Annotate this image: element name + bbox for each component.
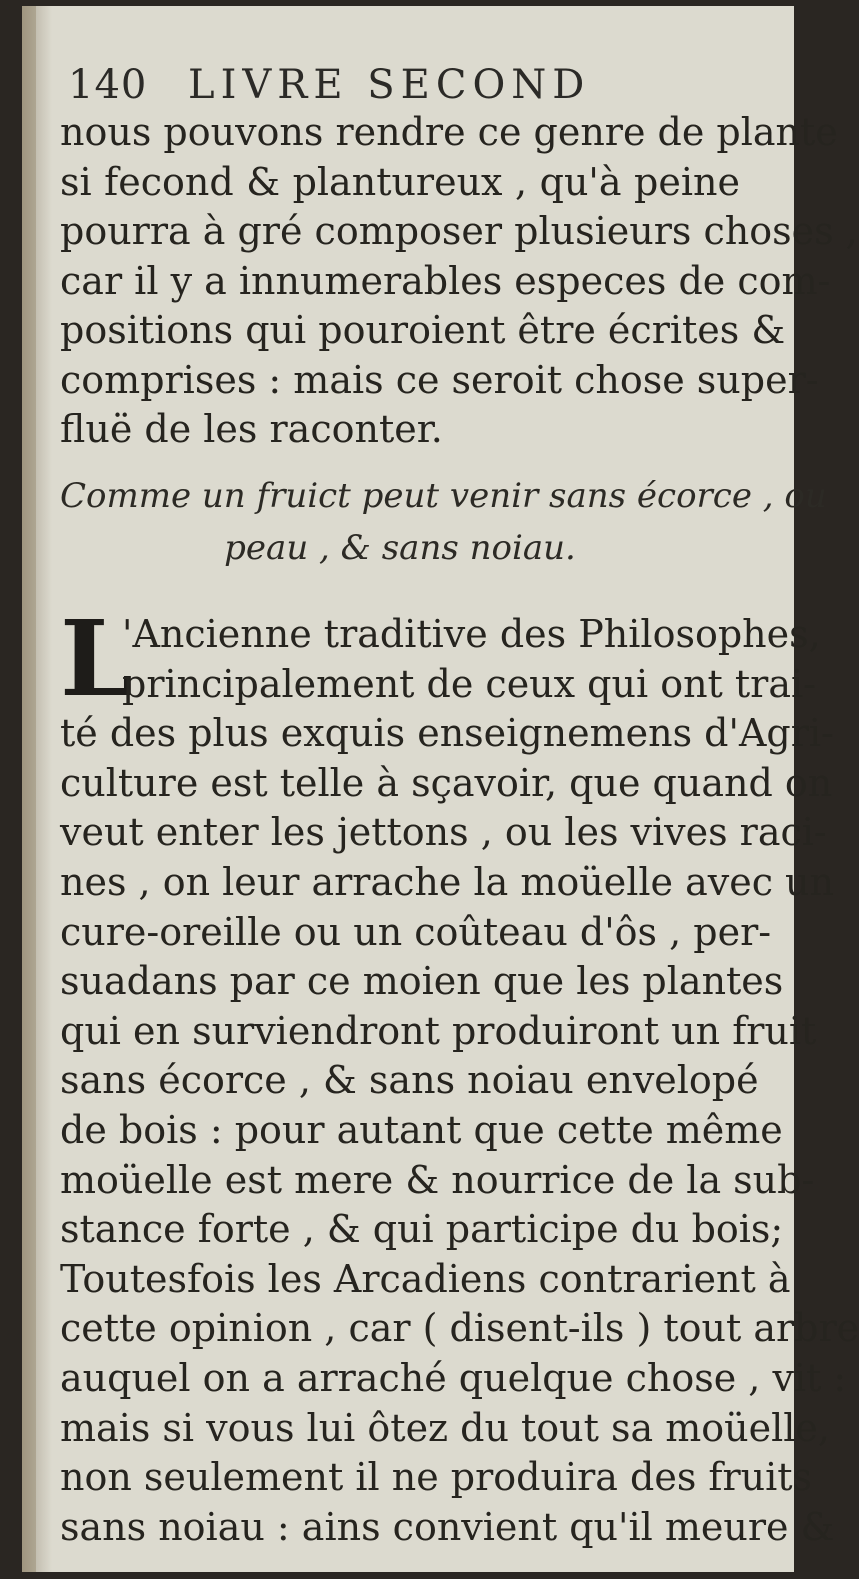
running-title: LIVRE SECOND [188,62,591,108]
text-line: non seulement il ne produira des fruits [60,1455,813,1500]
text-line: qui en surviendront produiront un fruit [60,1008,817,1053]
text-line: culture est telle à sçavoir, que quand on [60,760,833,805]
page-header [68,62,688,110]
text-line: sans écorce , & sans noiau envelopé [60,1058,759,1103]
text-line: sans noiau : ains convient qu'il meure & [60,1504,835,1549]
text-line: pourra à gré composer plusieurs choses , [60,209,858,253]
text-line: cure-oreille ou un coûteau d'ôs , per- [60,909,772,954]
text-line: 'Ancienne traditive des Philosophes, [122,612,821,656]
text-line: stance forte , & qui participe du bois; [60,1207,784,1252]
text-line: cette opinion , car ( disent-ils ) tout arbre [60,1306,859,1351]
text-line: principalement de ceux qui ont trai- [122,661,816,706]
page-number: 140 [68,62,148,108]
text-line: té des plus exquis enseignemens d'Agri- [60,711,834,756]
text-line: fluë de les raconter. [60,407,443,451]
text-line: mais si vous lui ôtez du tout sa moüelle, [60,1405,830,1450]
drop-capital: L [60,597,134,720]
text-line: si fecond & plantureux , qu'à peine [60,159,740,204]
text-line: de bois : pour autant que cette même [60,1107,783,1152]
heading-line: Comme un fruict peut venir sans écorce , ou [60,476,827,516]
text-line: veut enter les jettons , ou les vives raci- [60,810,827,855]
text-line: Toutesfois les Arcadiens contrarient à [60,1256,791,1301]
paragraph-2 [60,597,859,1552]
paragraph-1 [60,108,858,455]
text-line: auquel on a arraché quelque chose , vit : [60,1355,847,1400]
text-line: car il y a innumerables especes de com- [60,258,831,303]
text-line: moüelle est mere & nourrice de la sub- [60,1157,815,1202]
section-heading [60,470,827,574]
text-line: nes , on leur arrache la moüelle avec un [60,859,835,904]
text-line: comprises : mais ce seroit chose super- [60,357,819,402]
text-line: positions qui pouroient être écrites & [60,308,786,352]
text-line: nous pouvons rendre ce genre de plante [60,110,838,154]
heading-line: peau , & sans noiau. [224,528,576,568]
text-line: suadans par ce moien que les plantes [60,959,784,1004]
